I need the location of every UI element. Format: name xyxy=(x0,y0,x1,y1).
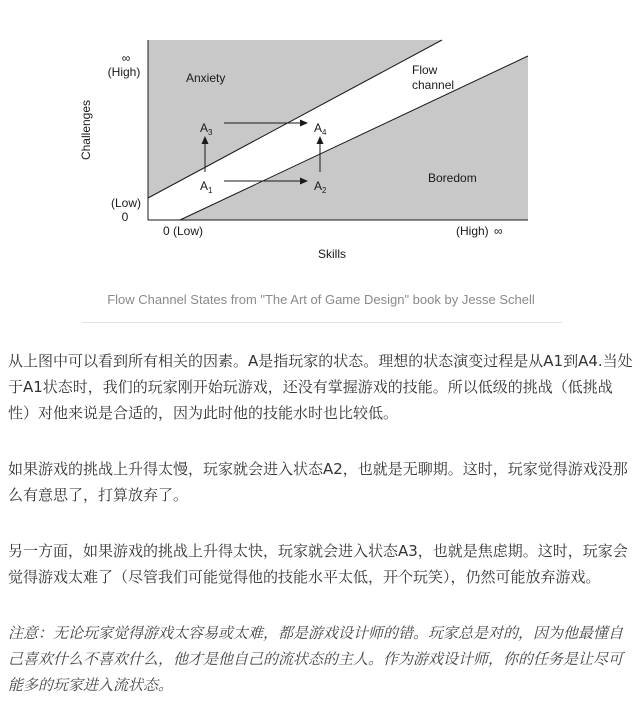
x-axis-title: Skills xyxy=(317,247,347,261)
caption-divider xyxy=(82,322,562,323)
state-a3-label: $A_3$ xyxy=(200,121,213,137)
paragraph-3: 另一方面，如果游戏的挑战上升得太快，玩家就会进入状态A3，也就是焦虑期。这时，玩家会觉得游戏太难了（尽管我们可能觉得他的技能水平太低，开个玩笑），仍然可能放弃游戏。 xyxy=(8,542,628,586)
flow-channel-diagram xyxy=(0,0,642,290)
y-axis-origin-label: 0 xyxy=(121,210,129,224)
y-axis-high-label: (High) xyxy=(107,65,141,79)
state-a2-label: $A_2$ xyxy=(314,179,327,195)
region-boredom-label: Boredom xyxy=(428,171,477,185)
y-axis-low-label: (Low) xyxy=(110,196,142,210)
state-a4-label: $A_4$ xyxy=(314,121,327,137)
article-body xyxy=(8,348,634,698)
x-axis-high-label: (High) xyxy=(456,224,489,238)
paragraph-2: 如果游戏的挑战上升得太慢，玩家就会进入状态A2，也就是无聊期。这时，玩家觉得游戏没那么有意思了，打算放弃了。 xyxy=(8,460,628,504)
region-anxiety-label: Anxiety xyxy=(186,71,226,85)
flow-channel-figure xyxy=(0,0,642,330)
y-axis-title: Challenges xyxy=(79,99,93,161)
flow-channel-label-line2: channel xyxy=(412,78,455,92)
y-axis-infinity-symbol: ∞ xyxy=(121,51,131,65)
paragraph-note: 注意：无论玩家觉得游戏太容易或太难，都是游戏设计师的错。玩家总是对的，因为他最懂自己喜欢什么不喜欢什么，他才是他自己的流状态的主人。作为游戏设计师，你的任务是让尽可能多的玩家进入流状态。 xyxy=(8,624,624,694)
state-a1-label: $A_1$ xyxy=(200,179,213,195)
x-axis-infinity-symbol: ∞ xyxy=(494,224,503,238)
paragraph-1: 从上图中可以看到所有相关的因素。A是指玩家的状态。理想的状态演变过程是从A1到A4.当处于A1状态时，我们的玩家刚开始玩游戏，还没有掌握游戏的技能。所以低级的挑战（低挑战性）对他来说是合适的，因为此时他的技能水时也比较低。 xyxy=(8,352,633,422)
flow-channel-label-line1: Flow xyxy=(412,63,438,77)
figure-caption: Flow Channel States from "The Art of Game Design" book by Jesse Schell xyxy=(107,292,535,307)
x-axis-low-label: 0 (Low) xyxy=(163,224,204,238)
